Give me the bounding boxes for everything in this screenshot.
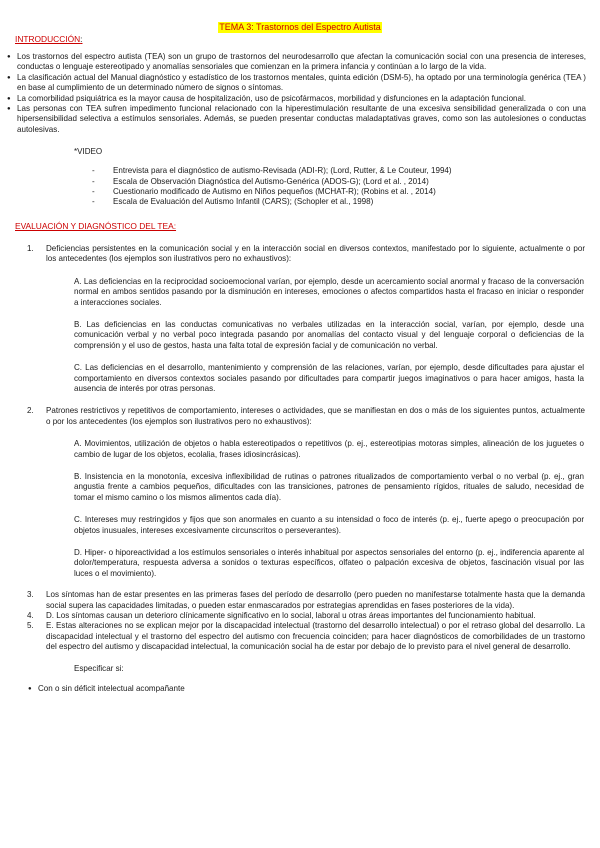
criterion-item: 3. Los síntomas han de estar presentes en las primeras fases del período de desarrollo (pero pueden no manifestarse totalmente hasta que la demanda social supera las capacidades limitadas, o pueden estar enmascarados por estrategias aprendidas en fases posteriores de la vida). bbox=[27, 590, 585, 610]
intro-bullets bbox=[0, 52, 600, 135]
criterion-item: 2. Patrones restrictivos y repetitivos de comportamiento, intereses o actividades, que se manifiestan en dos o más de los siguientes puntos, actualmente o por los antecedentes (los ejemplos son ilustrativos pero no exhaustivos): bbox=[27, 406, 585, 426]
page-title: TEMA 3: Trastornos del Espectro Autista bbox=[219, 22, 381, 32]
criterion-text: D. Los síntomas causan un deterioro clínicamente significativo en lo social, laboral u otras áreas importantes del funcionamiento habitual. bbox=[46, 611, 536, 621]
sub-criterion: B. Insistencia en la monotonía, excesiva inflexibilidad de rutinas o patrones ritualizados de comportamiento verbal o no verbal (p. ej., gran angustia frente a cambios pequeños, dificultades con las transiciones, patrones de pensamiento rígidos, rituales de saludo, necesidad de tomar el mismo camino o los mismos alimentos cada día). bbox=[74, 471, 584, 502]
criterion-item: 4. D. Los síntomas causan un deterioro clínicamente significativo en lo social, laboral u otras áreas importantes del funcionamiento habitual. bbox=[27, 611, 536, 621]
intro-bullet: ● La clasificación actual del Manual diagnóstico y estadístico de los trastornos mentales, quinta edición (DSM-5), ha optado por una terminología genérica (TEA ) en base al cumplimiento de un determinado número de signos o síntomas. bbox=[0, 73, 586, 94]
reference-item: - Cuestionario modificado de Autismo en Niños pequeños (MCHAT-R); (Robins et al. , 2014) bbox=[0, 187, 600, 197]
video-label: *VIDEO bbox=[74, 147, 103, 157]
intro-bullet: ● Las personas con TEA sufren impedimento funcional relacionado con la hiperestimulación resultante de una excesiva sensibilidad generalizada o con una hipersensibilidad selectiva a estímulos sensoriales. Además, se pueden presentar conductas maladaptativas graves, como son las autolesiones o conductas autolesivas. bbox=[0, 104, 586, 135]
reference-item: - Escala de Observación Diagnóstica del Autismo-Genérica (ADOS-G); (Lord et al. , 2014) bbox=[0, 177, 600, 187]
criteria-list-c bbox=[0, 590, 600, 652]
sub-criterion: B. Las deficiencias en las conductas comunicativas no verbales utilizadas en la interacción social, varían, por ejemplo, desde una comunicación verbal y no verbal poco integrada pasando por anomalías del contacto visual y del lenguaje corporal o deficiencias de la comprensión y el uso de gestos, hasta una falta total de expresión facial y de comunicación no verbal. bbox=[74, 319, 584, 350]
criterion-text: Deficiencias persistentes en la comunicación social y en la interacción social en diversos contextos, manifestado por lo siguiente, actualmente o por los antecedentes (los ejemplos son ilustrativos pero no exhaustivos): bbox=[46, 243, 585, 264]
specify-label: Especificar si: bbox=[74, 663, 124, 673]
title-row bbox=[0, 22, 600, 34]
criterion-text: Los síntomas han de estar presentes en las primeras fases del período de desarrollo (pero pueden no manifestarse totalmente hasta que la demanda social supera las capacidades limitadas, o pueden estar enmascarados por estrategias aprendidas en fases posteriores de la vida). bbox=[46, 590, 585, 610]
criterion-text: Patrones restrictivos y repetitivos de comportamiento, intereses o actividades, que se manifiestan en dos o más de los siguientes puntos, actualmente o por los antecedentes (los ejemplos son ilustrativos pero no exhaustivos): bbox=[46, 406, 585, 426]
sub-criterion: A. Movimientos, utilización de objetos o habla estereotipados o repetitivos (p. ej., estereotipias motoras simples, alineación de los juguetes o cambio de lugar de los objetos, ecolalia, frases idiosincrásicas). bbox=[74, 439, 584, 459]
criteria-list-b bbox=[0, 406, 600, 427]
intro-bullet: ● Los trastornos del espectro autista (TEA) son un grupo de trastornos del neurodesarrollo que afectan la comunicación social con una presencia de intereses, conductas o lenguaje estereotipado y anomalías sensoriales que comienzan en la primera infancia y continúan a lo largo de la vida. bbox=[0, 52, 586, 73]
criterion-item: 5. E. Estas alteraciones no se explican mejor por la discapacidad intelectual (trastorno del desarrollo intelectual) o por el retraso global del desarrollo. La discapacidad intelectual y el trastorno del espectro del autismo con frecuencia coinciden; para hacer diagnósticos de comorbilidades de un trastorno del espectro del autismo y discapacidad intelectual, la comunicación social ha de estar por debajo de lo previsto para el nivel general de desarrollo. bbox=[27, 621, 585, 652]
criterion-text: E. Estas alteraciones no se explican mejor por la discapacidad intelectual (trastorno del desarrollo intelectual) o por el retraso global del desarrollo. La discapacidad intelectual y el trastorno del espectro del autismo con frecuencia coinciden; para hacer diagnósticos de comorbilidades de un trastorno del espectro del autismo y discapacidad intelectual, la comunicación social ha de estar por debajo de lo previsto para el nivel general de desarrollo. bbox=[46, 621, 585, 652]
intro-heading: INTRODUCCIÓN: bbox=[15, 34, 83, 44]
sub-criterion: D. Hiper- o hiporeactividad a los estímulos sensoriales o interés inhabitual por aspectos sensoriales del entorno (p. ej., indiferencia aparente al dolor/temperatura, respuesta adversa a sonidos o texturas específicos, olfateo o palpación excesiva de objetos, fascinación visual por las luces o el movimiento). bbox=[74, 548, 584, 578]
reference-item: - Escala de Evaluación del Autismo Infantil (CARS); (Schopler et al., 1998) bbox=[0, 197, 600, 207]
reference-item: - Entrevista para el diagnóstico de autismo-Revisada (ADI-R); (Lord, Rutter, & Le Couteur, 1994) bbox=[0, 166, 600, 176]
criterion-item: 1. Deficiencias persistentes en la comunicación social y en la interacción social en diversos contextos, manifestado por lo siguiente, actualmente o por los antecedentes (los ejemplos son ilustrativos pero no exhaustivos): bbox=[27, 243, 585, 264]
sub-criterion: A. Las deficiencias en la reciprocidad socioemocional varían, por ejemplo, desde un acercamiento social anormal y fracaso de la conversación normal en ambos sentidos pasando por la disminución en intereses, emociones o afectos compartidos hasta el fracaso en iniciar o responder a interacciones sociales. bbox=[74, 276, 584, 307]
reference-list bbox=[0, 166, 600, 208]
specify-bullet: ● Con o sin déficit intelectual acompañante bbox=[0, 684, 586, 694]
eval-heading: EVALUACIÓN Y DIAGNÓSTICO DEL TEA: bbox=[15, 220, 177, 231]
sub-criterion: C. Las deficiencias en el desarrollo, mantenimiento y comprensión de las relaciones, varían, por ejemplo, desde dificultades para ajustar el comportamiento en diversos contextos sociales pasando por dificultades para compartir juegos imaginativos o para hacer amigos, hasta la ausencia de interés por otras personas. bbox=[74, 363, 584, 393]
intro-bullet: ● La comorbilidad psiquiátrica es la mayor causa de hospitalización, uso de psicofármacos, morbilidad y disfunciones en la adaptación funcional. bbox=[0, 94, 586, 104]
sub-criterion: C. Intereses muy restringidos y fijos que son anormales en cuanto a su intensidad o foco de interés (p. ej., fuerte apego o preocupación por objetos inusuales, intereses excesivamente circunscritos o perseverantes). bbox=[74, 515, 584, 535]
criteria-list-a bbox=[0, 244, 600, 265]
specify-bullets bbox=[0, 684, 600, 694]
